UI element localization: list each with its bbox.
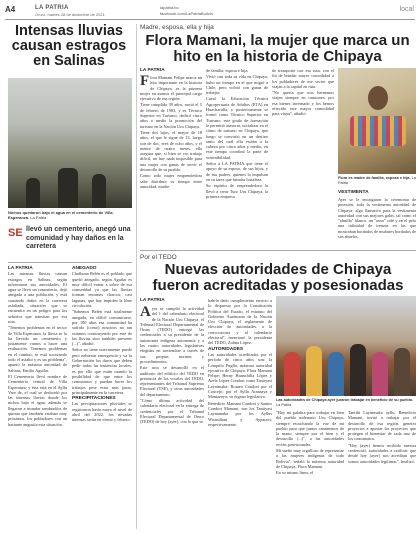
article-author: LA PATRIA bbox=[8, 266, 33, 271]
tedo-kicker: Por el TEDO bbox=[140, 254, 177, 261]
salinas-headline: Intensas lluvias causan estragos en Salinas bbox=[11, 23, 127, 69]
issue-date: Oruro, martes 28 de diciembre de 2021 bbox=[35, 12, 105, 17]
person-silhouette bbox=[284, 352, 300, 396]
paragraph: "Hoy (ayer) hemos recibido nuestra credencial, autoridades a ratificar que desde hoy (ayer) nos acreditan que somos autoridades legítimas", finalizó. bbox=[348, 442, 416, 464]
flora-headline: Flora Mamani, la mujer que marca un hito en la historia de Chipaya bbox=[145, 32, 410, 65]
paragraph: El Cementerio llevó nombre de Cementerio central de Villa Esperanza; y ésta está en el Ayllu Vare de, el cual se desbordó por las intensas lluvias donde los nichos bajo el agua, además se llegaron a inundar sembradíos de quinua que también estaban muy próximos, los pobladores con un bastante angustia esta situación. bbox=[8, 373, 67, 427]
paragraph: Challuma Belén es el poblado que quedó anegado, según Aguilar es muy difícil entrar a sobre de esa comunidad ya que las lluvias forman enormes charcos, casi lagunas, que hay impiden la libre circulación. bbox=[72, 271, 132, 309]
caption-text: Nichos quedaron bajo el agua en el cementerio de Villa Esperanza. bbox=[8, 210, 113, 220]
website-link[interactable]: lapatria.bo bbox=[160, 5, 179, 10]
article-author: LA PATRIA bbox=[140, 68, 165, 73]
vestimenta-subhead: VESTIMENTA bbox=[338, 190, 369, 195]
paragraph: "Sabemos Belén está totalmente anegada, en difícil comunicarse, por 100 años esa comunidad ha sufrido (como) nosotros no tan estamos construyendo por este de las lluvias sino también prevenir (...)", añadió. bbox=[72, 309, 132, 347]
flora-kicker: Madre, esposa, ella y hija bbox=[140, 24, 214, 31]
paragraph: Cursó la Educación Técnica Agropecuaria de Adultos (ETA) en Huachacalla, y posteriormente se formó como Técnico Superior en Turismo, este grado de formación le permitió asesorar, socializar en el cómo de turismo en Chipaya, que luego se convirtió en un destino tanto del cual ella estaba a la cabeza por cinco años y medio, en este tiempo coordinó la parte de sostenibilidad. bbox=[206, 96, 268, 160]
salinas-photo-caption bbox=[8, 210, 132, 220]
person-silhouette bbox=[350, 344, 366, 396]
caption-credit: La Patria bbox=[30, 215, 47, 220]
flora-photo-caption bbox=[338, 176, 416, 185]
pull-quote-lead: SE bbox=[8, 227, 23, 239]
flora-column-2 bbox=[206, 68, 268, 200]
paragraph: "Hoy mi palabra para trabajar en bien del pueblo milenario Uru Chipaya, siempre escuchando la voz de mi pueblo para que juntos caminemos de la mano, siempre por el bien y el desarrollo (...)", a las autoridades recién posesionadas. bbox=[276, 410, 344, 447]
person-silhouette bbox=[328, 352, 344, 396]
caption-text: Flora es madre de familia, esposa e hija. bbox=[338, 176, 411, 180]
paragraph: habría dado cumplimiento estricto a lo dispuesto por la Constitución Política del Estado, el estatuto del Gobierno Autónomo de la Nación Uru Chipaya, el reglamento de elección de autoridades, a la convocatoria y al calendario electoral", mencionó la presidenta del TEDO, Zulma López. bbox=[208, 298, 272, 346]
article-author: LA PATRIA bbox=[140, 298, 165, 303]
portrait-textile bbox=[350, 116, 406, 146]
paragraph: "Tenemos problemas en el sector de Villa Esperanza, la lluvia se lo ha llevado un cementerio y justamente vamos a hacer una evaluación. Tenemos problemas en el camino, se está socavando todo el asfalto y es un problema", apuntó la máxima autoridad de Salinas, Emilio Aguilar. bbox=[8, 325, 67, 373]
paragraph: Benedicto Mamani Condori y Santos Condori Mamani, son los Tantiyasi Laymanaka por los Ayllus Wistrullani y Ayparavi, respectivamente. bbox=[208, 400, 272, 427]
person-silhouette bbox=[394, 348, 410, 396]
tedo-column-2 bbox=[208, 298, 272, 428]
paragraph: Las autoridades acreditadas por el periodo de cinco años son: la Lonquilo Puglla, máxima autoridad ejecutiva de Chipaya, Flora Mamani Felipe; Herny Huanchilla López y Arela López Condori como Tantiyasi Laynimaka; Romeo Condori por el Concejo; por el Ayllu Aransaya y Mantazaya; su órgano legislativo. bbox=[208, 351, 272, 400]
drop-cap: A bbox=[140, 304, 151, 320]
person-silhouette bbox=[372, 352, 388, 396]
tedo-column-1 bbox=[140, 306, 204, 426]
portrait-head bbox=[368, 86, 388, 110]
salinas-column-2 bbox=[72, 266, 132, 424]
subhead: ANEGADO bbox=[72, 266, 97, 271]
paragraph: Tiene dos hijos, el mayor de 18 años, el que le sigue de 13, luego son de doc, eres de ocho años, y el menor de cuatro meses, ella asegura que, si bien se vio trabajo difícil, no hay nada imposible para una mujer con ganas de servir el desarrollo de su pueblo. bbox=[140, 129, 202, 173]
pull-quote: llevó un cementerio, anegó una comunidad y hay daños en la carretera bbox=[26, 226, 131, 250]
tedo-photo-caption bbox=[276, 398, 416, 407]
salinas-column-1 bbox=[8, 266, 67, 428]
quote-divider bbox=[8, 262, 132, 263]
paragraph: Vivió casi toda su vida en Chipaya, hubo un tiempo en el que migró a Chile, pero volvió con ganas de trabajar. bbox=[206, 74, 268, 96]
caption-text: Las autoridades de Chipaya ayer juraron trabajar en beneficio de su pueblo. bbox=[276, 398, 414, 402]
tedo-column-3 bbox=[276, 410, 344, 477]
paragraph: Señor a LA PATRIA que tiene el apoyo de su esposo, de sus hijos, y de sus padres, quienes la impulsan en su tarea que brindar fortaleza. bbox=[206, 161, 268, 182]
paragraph: Ayer se le encaigaron la ceremonia de posesión, toda la vestimenta autoridad de Chipaya; algo llamativo para la vestimenta autoridad con sus mejores galas, tal como el "almilla" blanco, un "axsu" café y en el pelo una infinidad de trenzas en las que mostraban bordados de mufones bordados de sus abuelos. bbox=[338, 197, 416, 240]
authorities-group-photo bbox=[276, 296, 416, 396]
header-divider bbox=[5, 19, 415, 20]
newspaper-logo: LA PATRIA bbox=[35, 5, 69, 11]
paragraph: Señor no tiene nuevamente puede pero nebieron emergencia y va la Gobernación los duros que deben pedir todas las instancias locales, es por ello que están cuando la posibilidad de que entre los comunarios y puedan hacer los trabajos pese estar más junto, principalmente en la carretera. bbox=[72, 347, 132, 395]
paragraph: "No quería que mis hermanos viajen siempre en camiones, por esa bienes invernado y los hemos ofrecido este mayor comodidad para viajar", añadió. bbox=[272, 90, 334, 117]
page-number: A4 bbox=[5, 5, 16, 14]
flora-column-1 bbox=[140, 75, 202, 190]
facebook-link[interactable]: facebook.com/LaPatriaBolivia bbox=[160, 11, 213, 16]
paragraph: yer se cumplió la actividad del 1 del calendario electoral de la Nación Uru Chipaya, el Tribunal Electoral Departamental de Oruro (TEDO) entregó las credenciales a su presidente de la autonomía indígena autonomía y a las cuatro autoridades legislativas elegidas en noviembre a través de sus propias normas y procedimientos. bbox=[140, 306, 204, 364]
paragraph: Tiene cumplido 39 años, nació el 5 de febrero de 1983, y es Técnico Superior en Turismo, dedicó cinco años a medio la promoción del turismo en la Nación Uru Chipaya. bbox=[140, 102, 202, 129]
paragraph: Este acto se desarrolló en el auditorio del edificio del TEDO en presencia de los vocales del TEDO, representantes del Tribunal Supremo Electoral (TSE), y otras autoridades del departamento. bbox=[140, 365, 204, 397]
subhead: AUTORIDADES bbox=[208, 346, 244, 352]
tedo-column-4 bbox=[348, 410, 416, 465]
niche-silhouette bbox=[26, 178, 40, 208]
paragraph: Las precipitaciones pluviales se registraron hasta mayo el nivel de abril del 2022, los nevadas intensas serán en viento y febrero. bbox=[72, 401, 132, 423]
drop-cap: F bbox=[140, 73, 150, 89]
article-divider bbox=[140, 250, 416, 251]
paragraph: "Cómo última actividad del calendario electoral en la entrega de credenciales por el Tribunal Electoral Departamental de Oruro (TEDO) de hoy (ayer), con lo que se bbox=[140, 398, 204, 425]
column-divider bbox=[136, 24, 137, 529]
paragraph: de familia, esposa e hija. bbox=[206, 68, 249, 73]
person-silhouette bbox=[306, 346, 322, 396]
vestimenta-text bbox=[338, 197, 416, 240]
niche-silhouette bbox=[92, 174, 106, 208]
subhead: PRECIPITACIONES bbox=[72, 396, 116, 402]
paragraph: de transporte con esa ruta, con el fin de brindar mayor comodidad a los pobladores de ese sector que viajan a la capital en ruta. bbox=[272, 68, 334, 89]
paragraph: lora Mamani Felipe marca un hito importante en la historia de Chipaya, es la primera mujer en asumir el principal cargo ejecutivo de esa región. bbox=[140, 75, 202, 102]
caption-credit: La Patria bbox=[338, 176, 416, 185]
paragraph: En su mismo línea, el bbox=[276, 470, 314, 476]
paragraph: Las intensas lluvias causan estragos en Salinas, según informaron sus autoridades. El agua se llevó un cementerio, dejó anegada a una población, y está causando daños en la carretera asfaltada, situación que se encuentra en un peligro para los señoríos que transitan por esa ruta. bbox=[8, 271, 67, 324]
niche-silhouette bbox=[58, 168, 78, 208]
tedo-headline: Nuevas autoridades de Chipaya fueron acreditadas y posesionadas bbox=[152, 261, 404, 294]
paragraph: Como todo mujer emprendedora sabe distribuir su tiempo entre autoridad, madre bbox=[140, 173, 202, 189]
paragraph: Su espíritu de emprendedora la llevó a crear Turo Uru Chipaya, la primera empresa bbox=[206, 183, 268, 199]
flora-portrait-photo bbox=[338, 68, 416, 174]
section-label: local bbox=[399, 6, 414, 13]
caption-credit: La Patria bbox=[276, 402, 292, 407]
cemetery-flood-photo bbox=[8, 78, 132, 208]
flora-column-3 bbox=[272, 68, 334, 118]
paragraph: Tantiñi Layinmaka ayllu, Benedicto Mamani, invitó a trabajar por el desarrollo de esa región, generar proyectos a apostar los proyectos que protegen el bienestar de cada uno de los comunarios. bbox=[348, 410, 416, 442]
paragraph: Mi sueño muy orgulloso de representar a las mujeres indígenas de todo Bolivia", señaló la máxima autoridad de Chipaya, Flora Mamani. bbox=[276, 448, 344, 469]
